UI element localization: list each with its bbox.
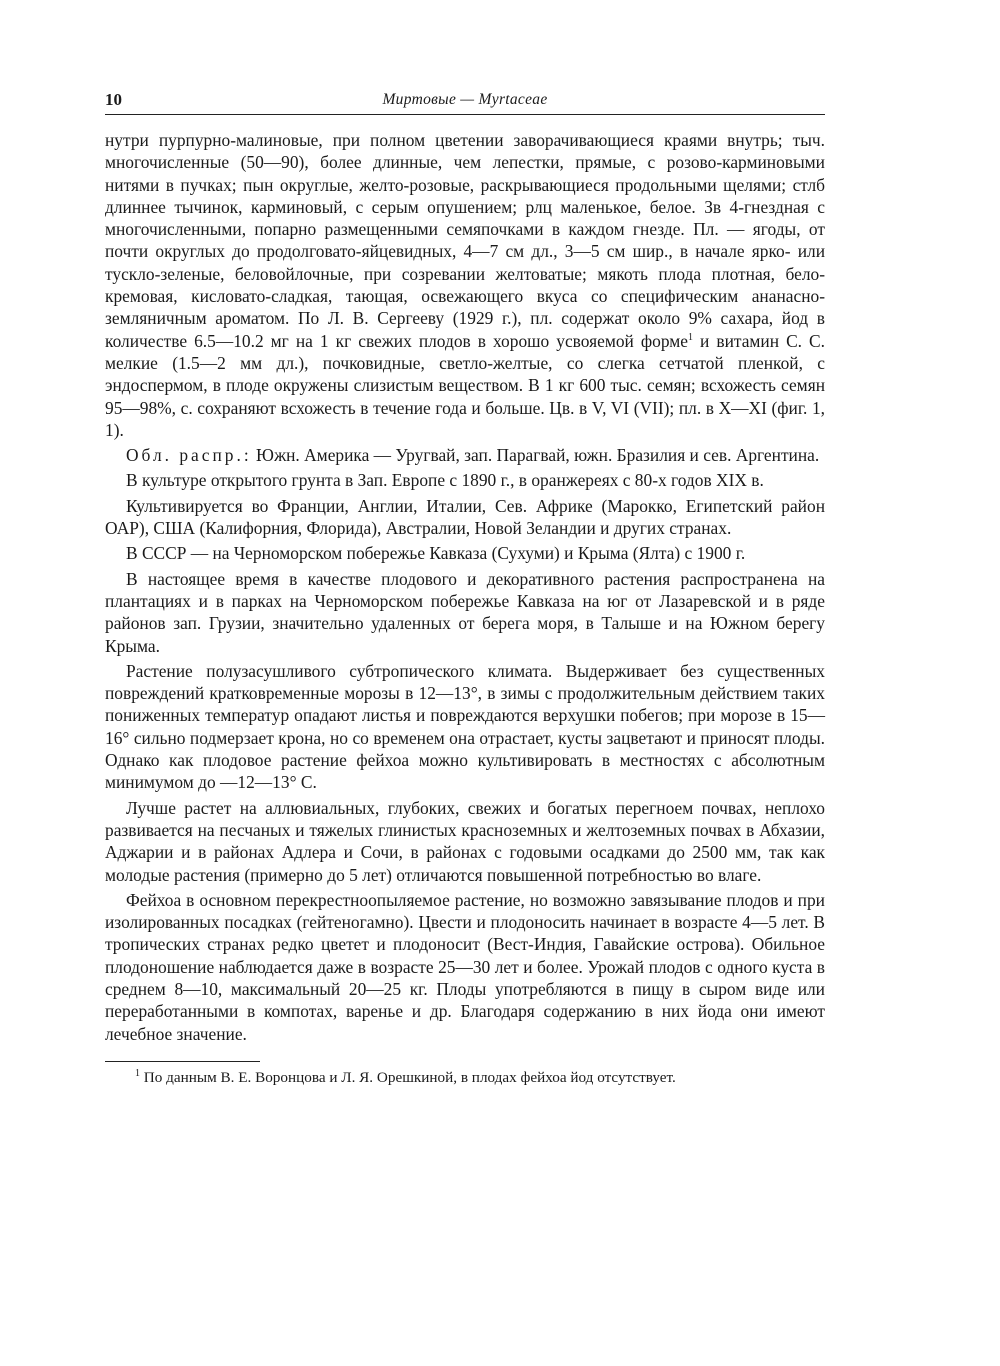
paragraph-ussr: В СССР — на Черноморском побережье Кавказа (Сухуми) и Крыма (Ялта) с 1900 г. (126, 543, 746, 564)
footnote-divider (105, 1061, 260, 1062)
footnote-ref[interactable]: 1 (688, 331, 694, 343)
footnote: $^1$ По данным В. Е. Воронцова и Л. Я. Орешкиной, в плодах фейхоа йод отсутствует. (135, 1067, 676, 1086)
paragraph-current-distribution: В настоящее время в качестве плодового и декоративного растения распространена на плантациях и в парках на Черноморском побережье Кавказа на юг от Лазаревской и в ряде районов зап. Грузии, значительно удаленных от берега моря, в Талыше и на Южном берегу Крыма. (105, 568, 825, 656)
paragraph-culture-europe: В культуре открытого грунта в Зап. Европе с 1890 г., в оранжереях с 80-х годов XIX в. (126, 470, 764, 491)
paragraph-description: нутри пурпурно-малиновые, при полном цветении заворачивающиеся краями внутрь; тыч. многочисленные (50—90), более длинные, чем лепестки, прямые, с розово-карминовыми нитями в пучках; пын округлые, желто-розовые, раскрывающиеся продольными щелями; стлб длиннее тычинок, карминовый, с серым опушением; рлц маленькое, белое. Зв 4-гнездная с многочисленными, попарно размещенными семяпочками в каждом гнезде. Пл. — ягоды, от почти округлых до продолговато-яйцевидных, 4—7 см дл., 3—5 см шир., в начале ярко- или тускло-зеленые, беловойлочные, при созревании желтоватые; мякоть плода плотная, бело-кремовая, кисловато-сладкая, тающая, освежающего вкуса со специфическим ананасно-земляничным ароматом. По Л. В. Сергееву (1929 г.), пл. содержат около 9% сахара, йод в количестве 6.5—10.2 мг на 1 кг свежих плодов в хорошо усвояемой форме$^1$ и витамин С. С. мелкие (1.5—2 мм дл.), почковидные, светло-желтые, со слегка сетчатой пленкой, с эндоспермом, в плоде окружены слизистым веществом. В 1 кг 600 тыс. семян; всхожесть семян 95—98%, с. сохраняют всхожесть в течение года и больше. Цв. в V, VI (VII); пл. в X—XI (фиг. 1, 1). (105, 130, 825, 440)
paragraph-soils: Лучше растет на аллювиальных, глубоких, свежих и богатых перегноем почвах, неплохо развивается на песчаных и тяжелых глинистых красноземных и желтоземных почвах в Абхазии, Аджарии и в районах Адлера и Сочи, в районах с годовыми осадками до 2500 мм, так как молодые растения (примерно до 5 лет) отличаются повышенной потребностью во влаге. (105, 797, 825, 885)
paragraph-cultivation-countries: Культивируется во Франции, Англии, Италии, Сев. Африке (Марокко, Египетский район ОАР), США (Калифорния, Флорида), Австралии, Новой Зеландии и других странах. (105, 495, 825, 539)
paragraph-pollination-yield: Фейхоа в основном перекрестноопыляемое растение, но возможно завязывание плодов и при изолированных посадках (гейтеногамно). Цвести и плодоносить начинает в возрасте 4—5 лет. В тропических странах редко цветет и плодоносит (Вест-Индия, Гавайские острова). Обильное плодоношение наблюдается даже в возрасте 25—30 лет и более. Урожай плодов с одного куста в среднем 8—10, максимальный 20—25 кг. Плоды употребляются в пищу в сыром виде или переработанными в компотах, варенье и др. Благодаря содержанию в них йода они имеют лечебное значение. (105, 889, 825, 1044)
book-page (105, 88, 825, 1088)
running-title: Миртовые — Myrtaceae (382, 91, 548, 108)
paragraph-climate: Растение полузасушливого субтропического климата. Выдерживает без существенных повреждений кратковременные морозы в 12—13°, в зимы с продолжительным действием таких пониженных температур опадают листья и повреждаются верхушки побегов; при морозе в 15—16° сильно подмерзает крона, но со временем она отрастает, кусты зацветают и приносят плоды. Однако как плодовое растение фейхоа можно культивировать в местностях с абсолютным минимумом до —12—13° С. (105, 660, 825, 793)
paragraph-distribution: Обл. распр.: Южн. Америка — Уругвай, зап. Парагвай, южн. Бразилия и сев. Аргентина. (126, 445, 820, 466)
page-header (105, 88, 825, 115)
body-text (105, 129, 825, 1045)
distribution-label: Обл. распр.: (126, 445, 252, 466)
footnote-marker: 1 (135, 1067, 140, 1079)
page-number: 10 (105, 90, 122, 109)
